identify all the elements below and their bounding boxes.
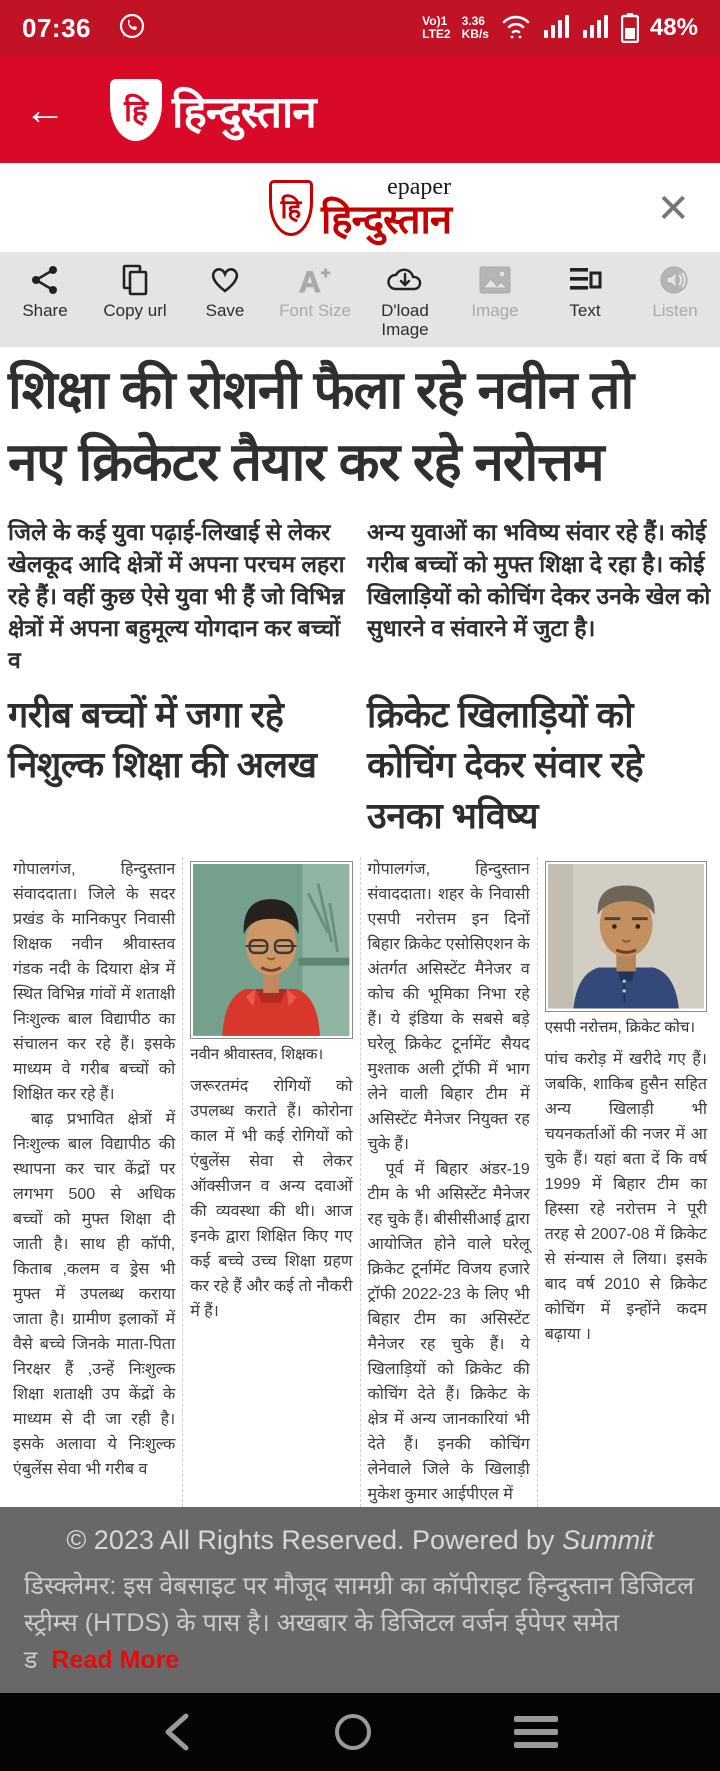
image-button: Image xyxy=(450,263,540,320)
app-header xyxy=(0,56,720,163)
signal-bars-sim2-icon xyxy=(582,13,610,44)
hindustan-wordmark: हिन्दुस्तान xyxy=(172,87,316,137)
right-story-para3: पांच करोड़ में खरीदे गए हैं। जबकि, शाकिब हुसैन सहित अन्य खिलाड़ी भी चयनकर्ताओं की नजर में आ चुके हैं। यहां बता दें कि वर्ष 1999 में बिहार टीम का हिस्सा रहे नरोत्तम ने पूरी तरह से 2007-08 में क्रिकेट से संन्यास ले लिया। इसके बाद वर्ष 2010 से क्रिकेट कोचिंग में इन्होंने कदम बढ़ाया । xyxy=(544,1050,707,1343)
battery-percent: 48% xyxy=(649,14,698,41)
read-more-link[interactable]: Read More xyxy=(51,1646,180,1675)
intro-right-column: अन्य युवाओं का भविष्य संवार रहे हैं। कोई गरीब बच्चों को मुफ्त शिक्षा दे रहा है। कोई खिलाड़ियों को कोचिंग देकर उनके खेल को सुधारने व संवारने में जुटा है। xyxy=(367,519,711,642)
site-footer xyxy=(0,1507,720,1693)
left-story-para1: गोपालगंज, हिन्दुस्तान संवाददाता। जिले के सदर प्रखंड के मानिकपुर निवासी शिक्षक नवीन श्रीवास्तव गंडक नदी के दियारा क्षेत्र में स्थित विभिन्न गांवों में शताक्षी निःशुल्क बाल विद्यापीठ का संचालन कर रहे हैं। इसके माध्यम वे गरीब बच्चों को शिक्षित कर रहे हैं। xyxy=(13,861,176,1104)
share-icon xyxy=(30,263,60,297)
listen-button: Listen xyxy=(630,263,720,320)
headline-line-2: नए क्रिकेटर तैयार कर रहे नरोत्तम xyxy=(8,432,604,492)
signal-bars-sim1-icon xyxy=(543,13,571,44)
teacher-photo-caption: नवीन श्रीवास्तव, शिक्षक। xyxy=(190,1046,324,1064)
hindustan-shield-icon: हि xyxy=(110,79,162,141)
battery-icon xyxy=(621,13,639,43)
text-view-button[interactable]: Text xyxy=(540,263,630,320)
cloud-download-icon xyxy=(385,263,425,297)
article-body xyxy=(6,857,714,1507)
clock: 07:36 xyxy=(22,12,91,43)
summit-brand: Summit xyxy=(562,1525,654,1556)
speaker-icon xyxy=(659,263,691,297)
share-button[interactable]: Share xyxy=(0,263,90,320)
menu-lines-icon[interactable] xyxy=(514,1716,558,1748)
article-headline xyxy=(6,355,714,498)
teacher-portrait-image xyxy=(193,864,349,1036)
epaper-wordmark: हिन्दुस्तान xyxy=(320,197,452,242)
copy-url-button[interactable]: Copy url xyxy=(90,263,180,320)
right-story-subhead: क्रिकेट खिलाड़ियों को कोचिंग देकर संवार रहे उनका भविष्य xyxy=(367,694,644,836)
article-intro xyxy=(6,516,714,676)
coach-portrait-image xyxy=(548,864,704,1009)
coach-photo xyxy=(545,861,707,1012)
epaper-shield-icon: हि xyxy=(269,180,313,236)
epaper-tagline: epaper xyxy=(387,173,452,200)
coach-photo-caption: एसपी नरोत्तम, क्रिकेट कोच। xyxy=(544,1018,696,1036)
left-story-para2: बाढ़ प्रभावित क्षेत्रों में निःशुल्क बाल विद्यापीठ की स्थापना कर चार केंद्रों पर लगभग 500 से अधिक बच्चों को मुफ्त शिक्षा दी जाती है। साथ ही कॉपी, किताब ,कलम व ड्रेस भी मुफ्त में उपलब्ध कराया जाता है। ग्रामीण इलाकों में वैसे बच्चे जिनके माता-पिता निरक्षर हैं ,उन्हें निःशुल्क शिक्षा शताक्षी उप केंद्रों के माध्यम से दी जा रही है। इसके अलावा ये निःशुल्क एंबुलेंस सेवा भी गरीब व xyxy=(13,1111,176,1479)
text-lines-icon xyxy=(568,263,602,297)
font-size-button: A + Font Size xyxy=(279,265,351,320)
network-speed: 3.36 KB/s xyxy=(461,14,489,41)
copyright-line xyxy=(24,1525,696,1556)
download-image-button[interactable]: D'load Image xyxy=(360,263,450,339)
article-toolbar xyxy=(0,253,720,347)
body-column-4 xyxy=(537,857,714,1507)
svg-text:+: + xyxy=(321,265,331,282)
back-chevron-icon[interactable] xyxy=(162,1712,192,1752)
left-story-para3: जरूरतमंद रोगियों को उपलब्ध कराते हैं। कोरोना काल में भी कई रोगियों को एंबुलेंस सेवा से लेकर ऑक्सीजन व अन्य दवाओं की व्यवस्था की थी। आज इनके द्वारा शिक्षित किए गए कई बच्चे उच्च शिक्षा ग्रहण कर रहे हैं और कई तो नौकरी में हैं। xyxy=(190,1078,353,1321)
intro-left-column: जिले के कई युवा पढ़ाई-लिखाई से लेकर खेलकूद आदि क्षेत्रों में अपना परचम लहरा रहे हैं। वहीं कुछ ऐसे युवा भी हैं जो विभिन्न क्षेत्रों में अपना बहुमूल्य योगदान कर बच्चों व xyxy=(8,519,345,674)
whatsapp-icon xyxy=(117,11,147,46)
image-icon xyxy=(479,263,511,297)
save-button[interactable]: Save xyxy=(180,263,270,320)
left-story-subhead: गरीब बच्चों में जगा रहे निशुल्क शिक्षा की अलख xyxy=(8,694,317,786)
right-story-para1: गोपालगंज, हिन्दुस्तान संवाददाता। शहर के निवासी एसपी नरोत्तम इन दिनों बिहार क्रिकेट एसोसिएशन के अंतर्गत असिस्टेंट मैनेजर व कोच की भूमिका निभा रहे हैं। ये इंडिया के सबसे बड़े घरेलू क्रिकेट टूर्नामेंट सैयद मुश्ताक अली ट्रॉफी में भाग लेने वाली बिहार टीम में असिस्टेंट मैनेजर नियुक्त रह चुके हैं। xyxy=(367,861,530,1154)
copyright-text: © 2023 All Rights Reserved. Powered by xyxy=(66,1525,563,1556)
wifi-icon xyxy=(500,12,532,45)
sub-headlines xyxy=(6,690,714,841)
android-nav-bar xyxy=(0,1693,720,1771)
volte-indicator: Vo)1 LTE2 xyxy=(422,14,451,41)
body-column-2 xyxy=(182,857,359,1507)
epaper-logo xyxy=(269,175,451,241)
font-size-icon xyxy=(297,263,333,297)
close-icon[interactable]: ✕ xyxy=(656,187,690,231)
disclaimer-text: डिस्क्लेमर: इस वेबसाइट पर मौजूद सामग्री का कॉपीराइट हिन्दुस्तान डिजिटल स्ट्रीम्स (HTDS) के पास है। अखबार के डिजिटल वर्जन ईपेपर समेत ड Read More xyxy=(24,1572,695,1675)
heart-icon xyxy=(209,263,241,297)
right-story-para2: पूर्व में बिहार अंडर-19 टीम के भी असिस्टेंट मैनेजर रह चुके हैं। बीसीसीआई द्वारा आयोजित होने वाले घरेलू क्रिकेट टूर्नामेंट विजय हजारे ट्रॉफी 2022-23 के लिए भी बिहार टीम का असिस्टेंट मैनेजर रह चुके हैं। ये खिलाड़ियों को क्रिकेट की कोचिंग देते हैं। क्रिकेट के क्षेत्र में अन्य जानकारियां भी देते हैं। इनकी कोचिंग लेनेवाले जिले के खिलाड़ी मुकेश कुमार आईपीएल में xyxy=(367,1161,530,1504)
teacher-photo xyxy=(190,861,352,1039)
home-circle-icon[interactable] xyxy=(335,1714,371,1750)
headline-line-1: शिक्षा की रोशनी फैला रहे नवीन तो xyxy=(8,361,634,420)
back-arrow-icon[interactable]: ← xyxy=(24,85,66,133)
copy-icon xyxy=(120,263,150,297)
article-view xyxy=(0,347,720,1507)
hindustan-logo xyxy=(110,79,316,141)
body-column-3 xyxy=(360,857,537,1507)
status-bar xyxy=(0,0,720,56)
body-column-1 xyxy=(6,857,182,1507)
svg-text:A: A xyxy=(299,266,321,296)
epaper-header xyxy=(0,163,720,253)
